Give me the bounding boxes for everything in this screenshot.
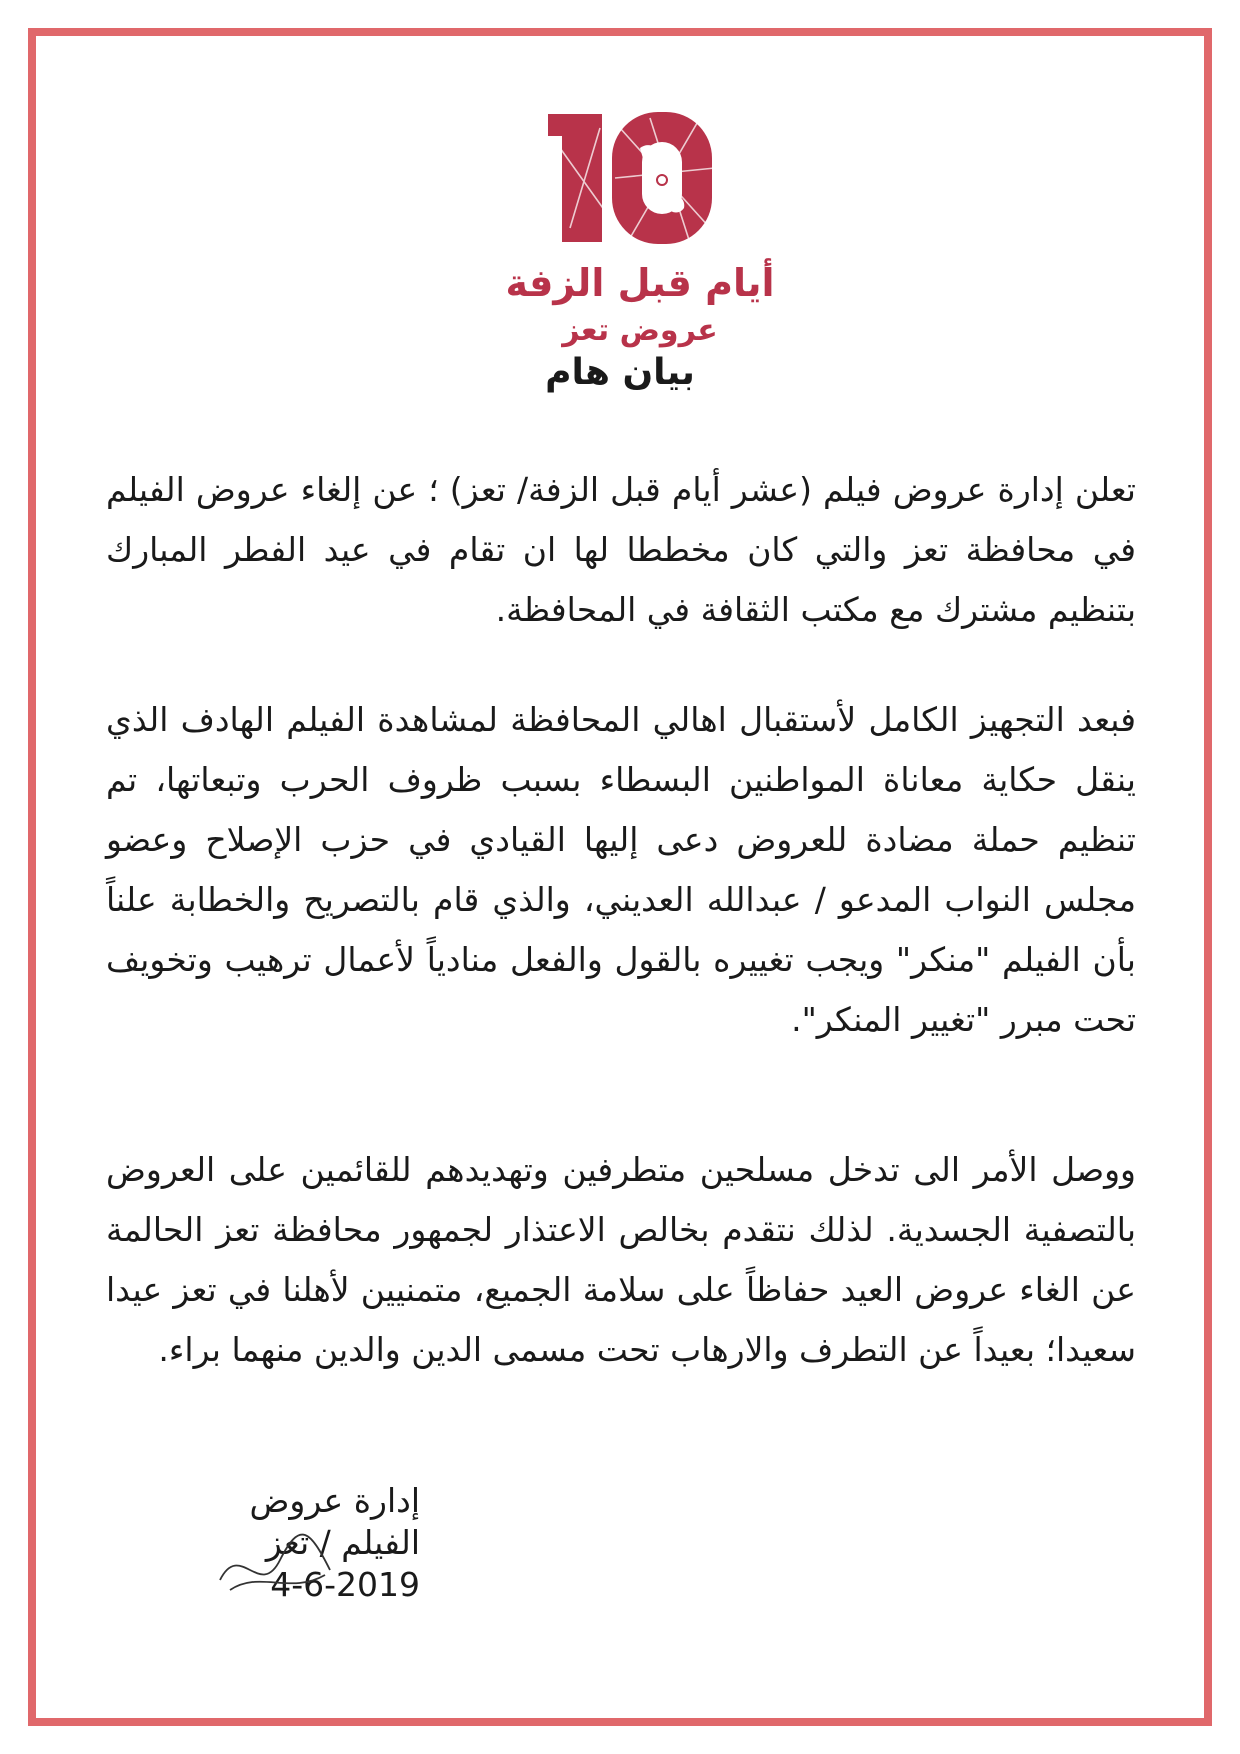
signature-line-2: الفيلم / تعز [265,1523,420,1562]
statement-paragraph-1: تعلن إدارة عروض فيلم (عشر أيام قبل الزفة/ تعز) ؛ عن إلغاء عروض الفيلم في محافظة تعز والتي كان مخططا لها ان تقام في عيد الفطر المبارك بتنظيم مشترك مع مكتب الثقافة في المحافظة. [106,470,1136,629]
logo-title-text: أيام قبل الزفة [505,261,775,305]
logo-numeral-one-flag [548,114,578,136]
statement-paragraph-3: ووصل الأمر الى تدخل مسلحين متطرفين وتهديدهم للقائمين على العروض بالتصفية الجسدية. لذلك نتقدم بخالص الاعتذار لجمهور محافظة تعز الحالمة عن الغاء عروض العيد حفاظاً على سلامة الجميع، متمنيين لأهلنا في تعز عيدا سعيدا؛ بعيداً عن التطرف والارهاب تحت مسمى الدين والدين منهما براء. [106,1150,1136,1369]
film-logo [505,108,775,348]
signature-line-1: إدارة عروض [249,1481,420,1520]
statement-title: بيان هام [545,352,695,393]
signature-stroke [220,1535,330,1590]
statement-paragraph-2: فبعد التجهيز الكامل لأستقبال اهالي المحافظة لمشاهدة الفيلم الهادف الذي ينقل حكاية معاناة المواطنين البسطاء بسبب ظروف الحرب وتبعاتها، تم تنظيم حملة مضادة للعروض دعى إليها القيادي في حزب الإصلاح وعضو مجلس النواب المدعو / عبدالله العديني، والذي قام بالتصريح والخطابة علناً بأن الفيلم "منكر" ويجب تغييره بالقول والفعل منادياً لأعمال ترهيب وتخويف تحت مبرر "تغيير المنكر". [106,700,1136,1039]
signature-date: 4-6-2019 [270,1565,420,1604]
logo-graphic [505,108,775,348]
logo-subtitle-text: عروض تعز [562,313,718,348]
handwritten-signature-scribble [210,1520,340,1610]
